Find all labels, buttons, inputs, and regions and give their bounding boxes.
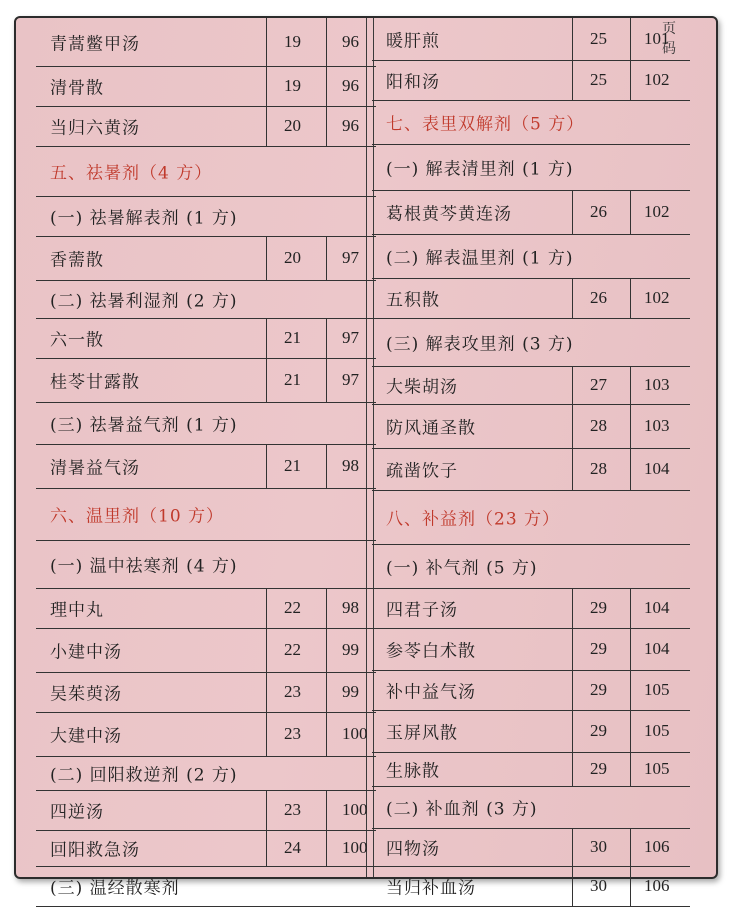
subsection-header xyxy=(372,786,690,829)
week-number: 23 xyxy=(284,682,301,701)
subsection-header xyxy=(36,196,376,237)
week-number: 26 xyxy=(590,288,607,307)
table-row xyxy=(372,670,690,711)
formula-name: 桂苓甘露散 xyxy=(50,372,140,393)
page-number: 105 xyxy=(644,721,670,740)
section-title: (三) 解表攻里剂 (3 方) xyxy=(386,334,574,355)
formula-name: 小建中汤 xyxy=(50,642,122,663)
table-row xyxy=(36,18,376,67)
page-number: 98 xyxy=(342,598,359,617)
section-title: 六、温里剂（10 方） xyxy=(50,506,225,527)
week-number: 29 xyxy=(590,721,607,740)
page-number: 100 xyxy=(342,800,368,819)
formula-name: 青蒿鳖甲汤 xyxy=(50,34,140,55)
table-row xyxy=(36,830,376,867)
subsection-header xyxy=(372,318,690,367)
table-row xyxy=(36,444,376,489)
photo-frame xyxy=(14,16,718,899)
table-row xyxy=(372,752,690,787)
table-row xyxy=(36,588,376,629)
formula-name: 当归补血汤 xyxy=(386,878,476,899)
table-row xyxy=(372,278,690,319)
week-number: 22 xyxy=(284,598,301,617)
week-number: 21 xyxy=(284,370,301,389)
formula-name: 疏凿饮子 xyxy=(386,461,458,482)
week-number: 26 xyxy=(590,202,607,221)
subsection-header xyxy=(372,234,690,279)
formula-name: 理中丸 xyxy=(50,600,104,621)
week-number: 19 xyxy=(284,76,301,95)
page-number: 102 xyxy=(644,202,670,221)
page-number: 105 xyxy=(644,680,670,699)
table-row xyxy=(372,448,690,491)
header-cut-text: 页码 xyxy=(662,21,676,57)
section-title: (一) 温中祛寒剂 (4 方) xyxy=(50,556,238,577)
section-title: (一) 补气剂 (5 方) xyxy=(386,558,538,579)
week-number: 28 xyxy=(590,416,607,435)
table-row xyxy=(36,236,376,281)
week-number: 25 xyxy=(590,29,607,48)
week-number: 23 xyxy=(284,724,301,743)
formula-name: 防风通圣散 xyxy=(386,418,476,439)
section-header xyxy=(36,488,376,541)
table-row xyxy=(36,790,376,831)
subsection-header xyxy=(372,144,690,191)
table-row xyxy=(372,828,690,867)
formula-name: 参苓白术散 xyxy=(386,641,476,662)
formula-name: 大建中汤 xyxy=(50,726,122,747)
subsection-header xyxy=(372,544,690,589)
section-title: (二) 祛暑利湿剂 (2 方) xyxy=(50,291,238,312)
formula-name: 当归六黄汤 xyxy=(50,118,140,139)
formula-name: 香薷散 xyxy=(50,250,104,271)
formula-name: 吴茱萸汤 xyxy=(50,684,122,705)
page-number: 101 xyxy=(644,29,670,48)
page-number: 96 xyxy=(342,76,359,95)
page-number: 96 xyxy=(342,116,359,135)
page-number: 97 xyxy=(342,328,359,347)
subsection-header xyxy=(36,540,376,589)
week-number: 30 xyxy=(590,876,607,895)
formula-name: 四君子汤 xyxy=(386,600,458,621)
section-title: (一) 祛暑解表剂 (1 方) xyxy=(50,208,238,229)
week-number: 29 xyxy=(590,759,607,778)
table-row xyxy=(372,190,690,235)
page-number: 105 xyxy=(644,759,670,778)
section-title: (三) 温经散寒剂 xyxy=(50,878,180,899)
page-number: 104 xyxy=(644,459,670,478)
section-title: (一) 解表清里剂 (1 方) xyxy=(386,159,574,180)
formula-name: 暖肝煎 xyxy=(386,31,440,52)
section-title: (二) 回阳救逆剂 (2 方) xyxy=(50,765,238,786)
week-number: 27 xyxy=(590,375,607,394)
formula-name: 清暑益气汤 xyxy=(50,458,140,479)
week-number: 25 xyxy=(590,70,607,89)
table-row xyxy=(372,710,690,753)
page-number: 100 xyxy=(342,724,368,743)
page-number: 96 xyxy=(342,32,359,51)
table-row xyxy=(36,712,376,757)
table-row xyxy=(36,66,376,107)
formula-name: 五积散 xyxy=(386,290,440,311)
section-title: (三) 祛暑益气剂 (1 方) xyxy=(50,415,238,436)
week-number: 20 xyxy=(284,116,301,135)
week-number: 29 xyxy=(590,680,607,699)
table-row xyxy=(372,60,690,101)
formula-name: 六一散 xyxy=(50,330,104,351)
table-row xyxy=(36,628,376,673)
week-number: 22 xyxy=(284,640,301,659)
section-title: 五、祛暑剂（4 方） xyxy=(50,163,213,184)
formula-name: 补中益气汤 xyxy=(386,682,476,703)
table-row xyxy=(372,18,690,61)
table-row xyxy=(36,106,376,147)
page-number: 103 xyxy=(644,375,670,394)
page-number: 97 xyxy=(342,370,359,389)
week-number: 23 xyxy=(284,800,301,819)
subsection-header xyxy=(36,280,376,319)
page-number: 99 xyxy=(342,640,359,659)
week-number: 30 xyxy=(590,837,607,856)
week-number: 20 xyxy=(284,248,301,267)
formula-name: 四物汤 xyxy=(386,839,440,860)
table-row xyxy=(36,358,376,403)
table-row xyxy=(372,588,690,629)
page-number: 98 xyxy=(342,456,359,475)
formula-name: 阳和汤 xyxy=(386,72,440,93)
page-number: 102 xyxy=(644,70,670,89)
page-number: 102 xyxy=(644,288,670,307)
table-row xyxy=(372,866,690,907)
formula-name: 清骨散 xyxy=(50,78,104,99)
week-number: 29 xyxy=(590,639,607,658)
table-row xyxy=(36,672,376,713)
table-row xyxy=(372,404,690,449)
table-row xyxy=(372,628,690,671)
subsection-header xyxy=(36,866,376,907)
page-number: 103 xyxy=(644,416,670,435)
section-header xyxy=(36,146,376,197)
subsection-header xyxy=(36,756,376,791)
formula-name: 生脉散 xyxy=(386,761,440,782)
week-number: 21 xyxy=(284,456,301,475)
section-title: (二) 解表温里剂 (1 方) xyxy=(386,248,574,269)
page-number: 106 xyxy=(644,837,670,856)
formula-name: 葛根黄芩黄连汤 xyxy=(386,204,512,225)
formula-name: 四逆汤 xyxy=(50,802,104,823)
section-title: 七、表里双解剂（5 方） xyxy=(386,114,585,135)
page-number: 100 xyxy=(342,838,368,857)
section-header xyxy=(372,490,690,545)
book-page xyxy=(16,18,716,899)
week-number: 24 xyxy=(284,838,301,857)
week-number: 28 xyxy=(590,459,607,478)
page-number: 97 xyxy=(342,248,359,267)
section-header xyxy=(372,100,690,145)
page-number: 106 xyxy=(644,876,670,895)
formula-name: 回阳救急汤 xyxy=(50,840,140,861)
week-number: 19 xyxy=(284,32,301,51)
week-number: 21 xyxy=(284,328,301,347)
formula-name: 玉屏风散 xyxy=(386,723,458,744)
table-row xyxy=(36,318,376,359)
page-number: 99 xyxy=(342,682,359,701)
section-title: 八、补益剂（23 方） xyxy=(386,509,561,530)
subsection-header xyxy=(36,402,376,445)
page-number: 104 xyxy=(644,639,670,658)
section-title: (二) 补血剂 (3 方) xyxy=(386,799,538,820)
formula-name: 大柴胡汤 xyxy=(386,377,458,398)
table-row xyxy=(372,366,690,405)
week-number: 29 xyxy=(590,598,607,617)
page-number: 104 xyxy=(644,598,670,617)
